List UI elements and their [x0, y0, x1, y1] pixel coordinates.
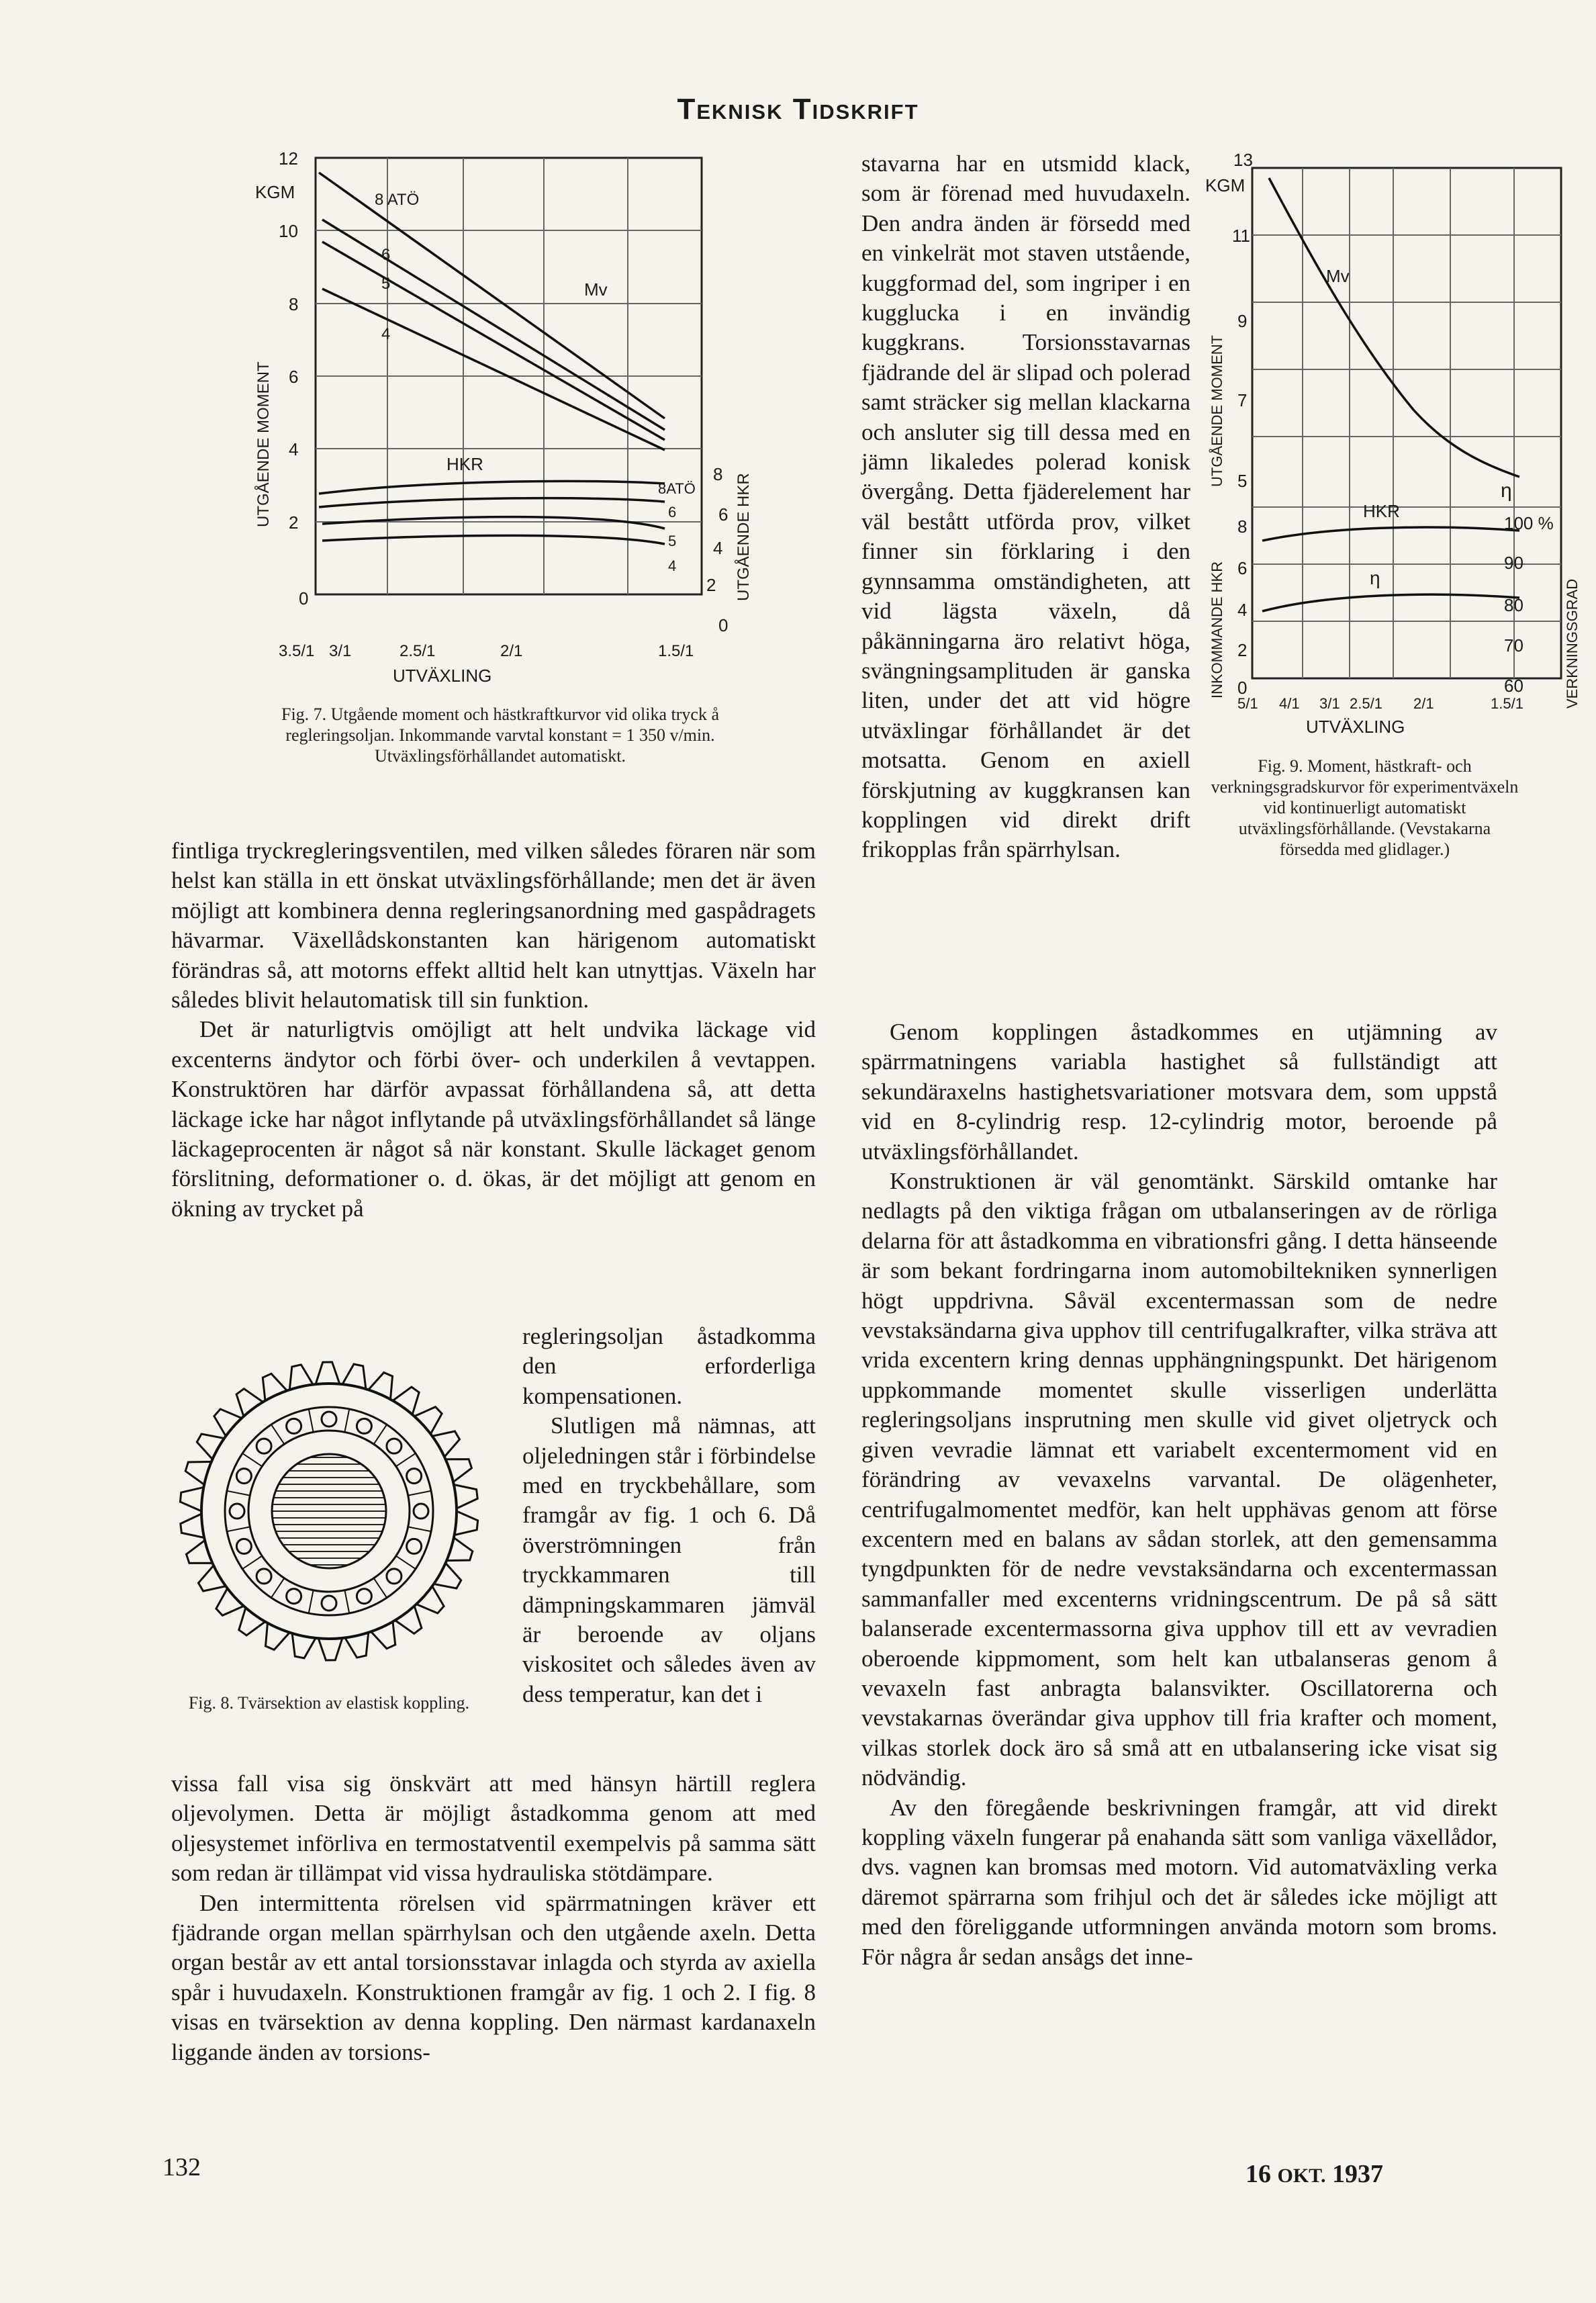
torsion-bar-hole — [387, 1439, 402, 1453]
fig7-tick-left-8: 8 — [289, 294, 299, 314]
fig7-tick-right-2: 2 — [706, 575, 716, 595]
fig7-x-tick-2: 2/1 — [500, 642, 523, 660]
fig7-x-tick-1-5: 1.5/1 — [658, 642, 694, 660]
spline-divider — [271, 1425, 284, 1444]
spline-divider — [227, 1527, 250, 1531]
fig9-tick-left-2b: 2 — [1237, 640, 1248, 660]
fig9-unit: KGM — [1205, 175, 1246, 195]
issue-date — [1246, 2159, 1383, 2189]
fig8-caption: Fig. 8. Tvärsektion av elastisk koppling. — [188, 1693, 470, 1713]
fig7-right-axis-label: UTGÅENDE HKR — [735, 473, 753, 601]
right-upper-paragraph: stavarna har en utsmidd klack, som är förenad med huvudaxeln. Den andra änden är försedd med en vinkelrät mot staven utstående, kuggformad del, som ingriper i en kugglucka i en invändig kuggkrans. Torsionsstavarnas fjädrande del är slipad och polerad samt sträcker sig mellan klackarna och ansluter sig till dessa med en jämn likaledes polerad konisk övergång. Detta fjäderelement har väl bestått utförda prov, vilket finner sin förklaring i den gynnsamma omständigheten, att vid lägsta växeln, då påkänningarna äro relativt höga, svängningsamplituden är ganska liten, under det att vid högre utväxlingar förhållandet är det motsatta. Genom en axiell förskjutning av kuggkransen kan kopplingen vid direkt drift frikopplas från spärrhylsan. — [861, 150, 1190, 863]
fig7-x-tick-3-5: 3.5/1 — [279, 642, 315, 660]
right-paragraph-3: Av den föregående beskrivningen framgår, att vid direkt koppling växeln fungerar på enahanda sätt som vanliga växellådor, dvs. vagnen kan bromsas med motorn. Vid automatväxling verka däremot spärrarna som frihjul och det är således icke möjligt att med den föreliggande utformningen använda motorn som broms. För några år sedan ansågs det inne- — [861, 1794, 1497, 1970]
fig7-x-tick-3: 3/1 — [329, 642, 352, 660]
issue-year: 1937 — [1331, 2160, 1383, 2188]
torsion-bar-hole — [322, 1412, 336, 1427]
fig7-caption: Fig. 7. Utgående moment och hästkraftkurvor vid olika tryck å regleringsoljan. Inkommande varvtal konstant = 1 350 v/min. Utväxlingsförhållandet automatiskt. — [281, 705, 719, 766]
fig7-curve-label-hkr: HKR — [447, 454, 483, 474]
fig9-tick-left-8b: 8 — [1237, 516, 1248, 537]
fig9-left-axis-label-top: UTGÅENDE MOMENT — [1209, 334, 1225, 487]
torsion-bar-hole — [256, 1569, 271, 1584]
torsion-bar-hole — [407, 1469, 422, 1484]
spline-divider — [344, 1590, 349, 1613]
fig9-tick-left-0b: 0 — [1237, 678, 1248, 698]
fig7-tick-left-4: 4 — [289, 439, 299, 459]
fig9-x-tick-5: 5/1 — [1237, 695, 1258, 712]
torsion-bar-hole — [357, 1589, 371, 1604]
fig7-curve-label-4: 4 — [381, 325, 391, 343]
right-paragraph-1: Genom kopplingen åstadkommes en utjämning av spärrmatningens variabla hastighet så fullständigt att sekundäraxelns hastighetsvariationer motsvara dem, som uppstå vid en 8-cylindrig resp. 12-cylindrig motor, beroende på utväxlingsförhållandet. — [861, 1019, 1497, 1165]
fig9-left-axis-label-bottom: INKOMMANDE HKR — [1209, 561, 1225, 698]
fig9-top-number: 13 — [1233, 151, 1253, 170]
fig7-left-axis-label: UTGÅENDE MOMENT — [254, 361, 273, 527]
torsion-bar-hole — [407, 1539, 422, 1553]
fig7-curve-label-8ato-hkr: 8ATÖ — [658, 480, 696, 497]
fig9-tick-right-80: 80 — [1504, 595, 1523, 615]
figure-7-chart — [228, 144, 765, 695]
left-paragraph-2: Det är naturligtvis omöjligt att helt undvika läckage vid excenterns ändytor och förbi över- och underkilen å vevtappen. Konstruktören har därför avpassat förhållandena så, att detta läckage icke har något inflytande på utväxlingsförhållandet så länge läckageprocenten är något så när konstant. Skulle läckaget genom förslitning, deformationer o. d. ökas, är det möjligt att genom en ökning av trycket på — [171, 1016, 816, 1222]
left-column-lower-text — [171, 1769, 816, 2067]
spline-divider — [271, 1578, 284, 1598]
spline-divider — [309, 1590, 314, 1613]
fig7-x-axis-label: UTVÄXLING — [393, 666, 492, 686]
fig9-tick-left-6b: 6 — [1237, 558, 1248, 578]
fig9-x-tick-1-5: 1.5/1 — [1491, 695, 1523, 712]
spline-divider — [396, 1453, 416, 1466]
torsion-bar-hole — [387, 1569, 402, 1584]
fig9-tick-left-7: 7 — [1237, 390, 1248, 410]
fig7-tick-left-0: 0 — [299, 588, 309, 608]
fig9-x-tick-4: 4/1 — [1279, 695, 1300, 712]
fig9-x-tick-2-5: 2.5/1 — [1350, 695, 1382, 712]
torsion-bar-hole — [256, 1439, 271, 1453]
fig7-tick-right-0: 0 — [718, 615, 729, 635]
fig7-curve-label-4-hkr: 4 — [668, 557, 677, 574]
torsion-bar-hole — [287, 1589, 301, 1604]
fig9-caption: Fig. 9. Moment, hästkraft- och verkningsgradskurvor för experimentväxeln vid kontinuerligt automatiskt utväxlingsförhållande. (Vevstakarna försedda med glidlager.) — [1211, 756, 1519, 859]
spline-divider — [374, 1578, 387, 1598]
torsion-bar-hole — [322, 1596, 336, 1611]
fig7-tick-left-6: 6 — [289, 367, 299, 387]
issue-day: 16 — [1246, 2160, 1271, 2188]
fig9-tick-right-100: 100 % — [1504, 513, 1554, 533]
fig9-tick-right-90: 90 — [1504, 553, 1523, 573]
fig9-curve-label-hkr: HKR — [1363, 501, 1400, 521]
left-paragraph-2-cont: regleringsoljan åstadkomma den erforderliga kompensationen. — [522, 1323, 816, 1409]
figure-8-coupling-drawing — [171, 1350, 487, 1686]
fig9-x-tick-2: 2/1 — [1413, 695, 1434, 712]
page-number: 132 — [162, 2153, 201, 2181]
left-paragraph-4: Den intermittenta rörelsen vid spärrmatningen kräver ett fjädrande organ mellan spärrhylsan och den utgående axeln. Detta organ består av ett antal torsionsstavar inlagda och styrda av axiella spår i huvudaxeln. Konstruktionen framgår av fig. 1 och 2. I fig. 8 visas en tvärsektion av denna koppling. Den närmast kardanaxeln liggande änden av torsions- — [171, 1889, 816, 2065]
spline-divider — [396, 1556, 416, 1569]
left-column-text — [171, 836, 816, 1224]
left-column-beside-fig8 — [522, 1322, 816, 1709]
fig9-tick-left-9: 9 — [1237, 311, 1248, 331]
fig7-tick-left-10: 10 — [279, 221, 298, 241]
issue-month: OKT. — [1277, 2165, 1326, 2187]
fig7-x-tick-2-5: 2.5/1 — [400, 642, 436, 660]
fig9-tick-left-5: 5 — [1237, 471, 1248, 491]
torsion-bar-hole — [230, 1504, 244, 1519]
fig7-curve-label-8ato: 8 ATÖ — [375, 191, 420, 209]
torsion-bar-hole — [357, 1418, 371, 1433]
fig7-curve-label-6: 6 — [381, 246, 391, 264]
fig7-curve-label-5: 5 — [381, 275, 391, 293]
fig7-curve-label-6-hkr: 6 — [668, 504, 677, 521]
fig9-eta-symbol: η — [1501, 480, 1512, 502]
torsion-bar-hole — [236, 1469, 251, 1484]
torsion-bar-hole — [287, 1418, 301, 1433]
fig9-curve-label-eta: η — [1370, 568, 1380, 588]
spline-divider — [309, 1409, 314, 1432]
fig9-tick-right-70: 70 — [1504, 635, 1523, 656]
spline-divider — [242, 1556, 262, 1569]
spline-divider — [344, 1409, 349, 1432]
torsion-bar-hole — [236, 1539, 251, 1553]
fig7-tick-right-4: 4 — [713, 538, 723, 558]
journal-title: Teknisk Tidskrift — [677, 93, 919, 126]
hub-hatching — [265, 1451, 393, 1572]
right-paragraph-2: Konstruktionen är väl genomtänkt. Särskild omtanke har nedlagts på den viktiga frågan om utbalanseringen av de rörliga delarna för att åstadkomma en vibrationsfri gång. I detta hänseende är som bekant fordringarna inom automobiltekniken synnerligen högt uppdrivna. Såväl excentermassan som de nedre vevstaksändarna giva upphov till centrifugalkrafter, vilka sträva att vrida excentern kring dennas upphängningspunkt. Det härigenom uppkommande momentet skulle visserligen underlätta regleringsoljans insprutning men skulle vid givet oljetryck och given vevradie lämnat ett variabelt excentermoment vid en förändring av vevaxelns varvantal. De olägenheter, centrifugalmomentet medför, kan helt upphävas genom att förse excentern med en balans av sådan storlek, att den gemensamma tyngdpunkten för de nedre vevstaksändarna och excentermassan sammanfaller med excenterns vridningscentrum. De på så sätt balanserade excentermassorna giva upphov till ett av vevradien oberoende kippmoment, som helt kan utbalanseras genom å vevaxeln fast anbragta balansvikter. Oscillatorerna och vevstakarnas överändar giva upphov till fria krafter och moment, vilkas storlek dock äro så små att en utbalansering icke visat sig nödvändig. — [861, 1168, 1497, 1791]
fig9-curve-label-mv: Mv — [1326, 266, 1350, 286]
spline-divider — [242, 1453, 262, 1466]
fig7-curve-label-mv: Mv — [584, 279, 608, 300]
fig9-right-axis-label: VERKNINGSGRAD — [1564, 578, 1581, 709]
fig9-tick-right-60: 60 — [1504, 676, 1523, 696]
fig7-unit: KGM — [255, 182, 295, 202]
right-column-upper-text — [861, 149, 1190, 865]
fig9-tick-left-4b: 4 — [1237, 600, 1248, 620]
right-column-lower-text — [861, 1018, 1497, 1972]
spline-divider — [374, 1425, 387, 1444]
figure-9-chart — [1192, 151, 1585, 742]
fig7-tick-left-2: 2 — [289, 512, 299, 533]
torsion-bar-hole — [414, 1504, 428, 1519]
fig7-tick-right-6: 6 — [718, 504, 729, 525]
fig7-tick-left-12: 12 — [279, 148, 298, 169]
left-paragraph-3: Slutligen må nämnas, att oljeledningen står i förbindelse med en tryckbehållare, som framgår av fig. 1 och 6. Då överströmningen från tryckkammaren till dämpningskammaren jämväl är beroende av oljans viskositet och således även av dess temperatur, kan det i — [522, 1412, 816, 1707]
fig9-x-tick-3: 3/1 — [1319, 695, 1340, 712]
fig9-tick-left-11: 11 — [1232, 226, 1250, 246]
spline-divider — [227, 1491, 250, 1496]
left-paragraph-1: fintliga tryckregleringsventilen, med vilken således föraren när som helst kan ställa in ett önskat utväxlingsförhållande; men det är även möjligt att kombinera denna regleringsanordning med gaspådragets hävarmar. Växellådskonstanten kan härigenom automatiskt förändras så, att motorns effekt alltid helt kan utnyttjas. Växeln har således blivit helautomatisk till sin funktion. — [171, 838, 816, 1013]
spline-divider — [408, 1527, 431, 1531]
fig7-curve-label-5-hkr: 5 — [668, 533, 677, 549]
fig7-tick-right-8: 8 — [713, 464, 723, 484]
left-paragraph-3-cont: vissa fall visa sig önskvärt att med hänsyn härtill reglera oljevolymen. Detta är möjligt åstadkomma genom att med oljesystemet införliva en termostatventil exempelvis på samma sätt som redan är tillämpat vid vissa hydrauliska stötdämpare. — [171, 1770, 816, 1887]
spline-divider — [408, 1491, 431, 1496]
fig9-x-axis-label: UTVÄXLING — [1306, 717, 1405, 737]
